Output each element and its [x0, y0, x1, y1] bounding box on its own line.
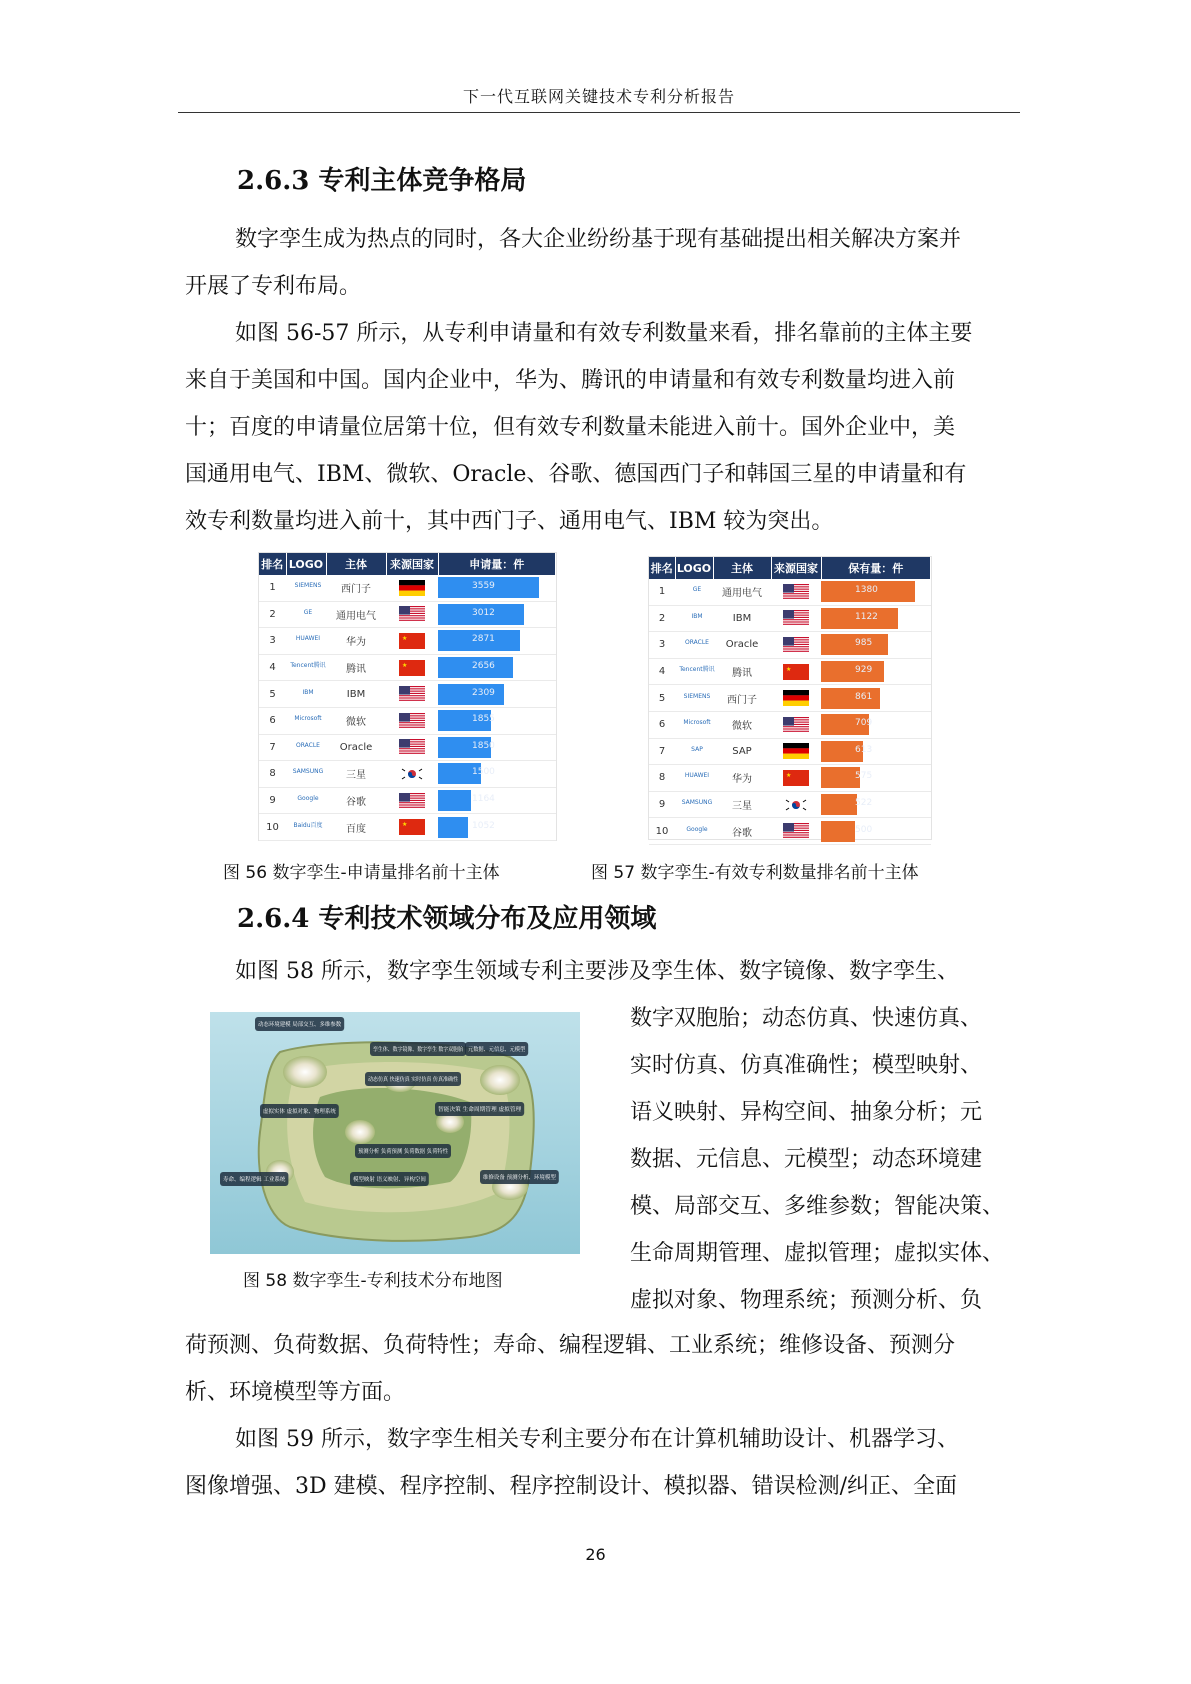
svg-text:★: ★: [402, 661, 408, 669]
peak-shape: [480, 1065, 520, 1095]
value-label: 500: [855, 824, 873, 835]
table-row: [649, 818, 931, 845]
company-logo: Google: [686, 825, 708, 833]
entity-name: 微软: [326, 707, 386, 734]
svg-text:★: ★: [402, 634, 408, 642]
value-bar: [438, 604, 524, 625]
value-bar: [438, 763, 495, 784]
country-flag: [771, 738, 821, 765]
header-rank: 排名: [259, 553, 286, 575]
logo-cell: [675, 765, 713, 792]
value-bar-cell: [821, 765, 931, 792]
de-flag-icon: [399, 580, 425, 596]
text-line: 实时仿真、仿真准确性；模型映射、: [630, 1053, 983, 1078]
company-logo: Tencent腾讯: [290, 662, 326, 670]
value-bar-cell: [438, 628, 556, 655]
logo-cell: [675, 818, 713, 845]
company-logo: SIEMENS: [294, 582, 322, 590]
value-bar-cell: [821, 579, 931, 605]
table-row: [649, 738, 931, 765]
kr-flag-icon: [783, 797, 809, 813]
value-label: 2309: [472, 687, 495, 698]
value-label: 613: [855, 744, 873, 755]
value-label: 3559: [472, 581, 495, 592]
value-bar-cell: [438, 734, 556, 761]
map-label: [260, 1104, 339, 1118]
value-bar-cell: [438, 575, 556, 601]
figure-56-ranking-table: [258, 552, 557, 841]
company-logo: SIEMENS: [683, 692, 711, 700]
paragraph-264-1-wrap: [630, 995, 1020, 1324]
country-flag: [771, 658, 821, 685]
company-logo: Baidu百度: [293, 821, 323, 829]
text-line: 析、环境模型等方面。: [185, 1380, 406, 1405]
value-label: 1855: [472, 714, 495, 725]
value-bar-cell: [821, 605, 931, 632]
rank-cell: 6: [649, 711, 675, 738]
value-bar-cell: [821, 632, 931, 659]
de-flag-icon: [783, 743, 809, 759]
value-label: 929: [855, 665, 873, 676]
rank-cell: 8: [259, 761, 286, 788]
cn-flag-icon: [399, 660, 425, 676]
value-bar: [821, 741, 873, 762]
table-row: [259, 787, 556, 814]
figure-58-map: [210, 1012, 580, 1254]
country-flag: [386, 681, 438, 708]
value-bar: [821, 714, 873, 735]
entity-name: 三星: [326, 761, 386, 788]
map-label: [255, 1017, 344, 1031]
entity-name: 三星: [713, 791, 771, 818]
value-bar: [438, 684, 504, 705]
rank-cell: 8: [649, 765, 675, 792]
value-label: 985: [855, 638, 873, 649]
company-logo: SAMSUNG: [292, 768, 324, 776]
logo-cell: [286, 628, 326, 655]
paragraph-264-1-tail: [185, 1322, 1018, 1416]
table-row: [259, 734, 556, 761]
value-bar-cell: [821, 658, 931, 685]
map-label-text: 模型映射 语义映射、异构空间: [353, 1177, 427, 1183]
logo-cell: [675, 605, 713, 632]
cn-flag-icon: [399, 819, 425, 835]
value-bar-cell: [821, 738, 931, 765]
table-row: [259, 761, 556, 788]
figure-57-caption: 图 57 数字孪生-有效专利数量排名前十主体: [591, 863, 919, 883]
value-label: 709: [855, 718, 873, 729]
map-label-text: 孪生体、数字镜像、数字孪生 数字双胞胎: [373, 1047, 474, 1053]
logo-cell: [286, 734, 326, 761]
us-flag-icon: [783, 823, 809, 839]
country-flag: [386, 761, 438, 788]
text-line: 数字双胞胎；动态仿真、快速仿真、: [630, 1006, 983, 1031]
map-label-text: 预测分析 负荷预测 负荷数据 负荷特性: [358, 1149, 452, 1155]
country-flag: [386, 575, 438, 601]
us-flag-icon: [783, 637, 809, 653]
value-label: 1380: [855, 585, 878, 596]
header-rank: 排名: [649, 557, 675, 579]
rank-cell: 3: [259, 628, 286, 655]
paragraph-263-2: [185, 310, 1018, 545]
cn-flag-icon: [399, 633, 425, 649]
logo-cell: [675, 791, 713, 818]
company-logo: GE: [303, 608, 313, 616]
text-line: 荷预测、负荷数据、负荷特性；寿命、编程逻辑、工业系统；维修设备、预测分: [185, 1333, 956, 1358]
company-logo: Microsoft: [294, 715, 322, 723]
page-number: 26: [585, 1545, 606, 1564]
text-line: 效专利数量均进入前十，其中西门子、通用电气、IBM 较为突出。: [185, 509, 834, 534]
map-label: [465, 1042, 528, 1056]
table-row: [259, 654, 556, 681]
country-flag: [771, 632, 821, 659]
map-label: [480, 1170, 559, 1184]
map-label-text: 元数据、元信息、元模型: [468, 1047, 529, 1053]
logo-cell: [675, 579, 713, 605]
map-label: [350, 1172, 429, 1186]
table-header-row: [259, 553, 556, 575]
logo-cell: [286, 575, 326, 601]
logo-cell: [675, 658, 713, 685]
entity-name: Oracle: [713, 632, 771, 659]
table-row: [259, 707, 556, 734]
entity-name: IBM: [326, 681, 386, 708]
us-flag-icon: [783, 610, 809, 626]
paragraph-264-2: [185, 1416, 1018, 1510]
country-flag: [771, 765, 821, 792]
map-label-text: 智能决策 生命周期管理 虚拟管理: [438, 1107, 519, 1113]
table-row: [649, 685, 931, 712]
company-logo: Google: [297, 795, 319, 803]
value-bar: [821, 794, 873, 815]
value-label: 1164: [472, 794, 495, 805]
company-logo: IBM: [302, 688, 314, 696]
map-label-text: 维修设备 预测分析、环境模型: [483, 1175, 557, 1181]
company-logo: Microsoft: [683, 719, 711, 727]
rank-cell: 3: [649, 632, 675, 659]
value-bar: [438, 577, 539, 598]
country-flag: [386, 707, 438, 734]
value-label: 2871: [472, 634, 495, 645]
country-flag: [386, 654, 438, 681]
text-line: 如图 56-57 所示，从专利申请量和有效专利数量来看，排名靠前的主体主要: [235, 321, 973, 346]
map-label-text: 动态仿真 快速仿真 实时仿真 仿真准确性: [368, 1077, 467, 1083]
text-line: 十；百度的申请量位居第十位，但有效专利数量未能进入前十。国外企业中，美: [185, 415, 956, 440]
header-logo: LOGO: [675, 557, 713, 579]
value-bar: [438, 737, 495, 758]
text-line: 图像增强、3D 建模、程序控制、程序控制设计、模拟器、错误检测/纠正、全面: [185, 1474, 958, 1499]
value-label: 3012: [472, 607, 495, 618]
logo-cell: [286, 601, 326, 628]
value-bar-cell: [438, 601, 556, 628]
entity-name: 华为: [713, 765, 771, 792]
entity-name: SAP: [713, 738, 771, 765]
value-bar: [821, 634, 888, 655]
text-line: 数据、元信息、元模型；动态环境建: [630, 1147, 983, 1172]
value-bar: [821, 608, 898, 629]
value-label: 861: [855, 691, 873, 702]
value-label: 1500: [472, 767, 495, 778]
svg-text:★: ★: [786, 771, 792, 779]
map-label: [365, 1072, 467, 1086]
value-bar: [821, 581, 915, 602]
table-row: [649, 711, 931, 738]
map-label: [355, 1144, 451, 1158]
company-logo: Tencent腾讯: [679, 666, 715, 674]
rank-cell: 10: [259, 814, 286, 841]
value-bar-cell: [438, 654, 556, 681]
entity-name: 西门子: [713, 685, 771, 712]
text-line: 数字孪生成为热点的同时，各大企业纷纷基于现有基础提出相关解决方案并: [235, 227, 962, 252]
entity-name: 华为: [326, 628, 386, 655]
rank-cell: 6: [259, 707, 286, 734]
paragraph-263-1: [185, 216, 1018, 310]
logo-cell: [286, 787, 326, 814]
map-label-text: 动态环境建模 局部交互、多维参数: [258, 1022, 343, 1028]
value-bar-cell: [821, 818, 931, 845]
rank-cell: 9: [259, 787, 286, 814]
company-logo: ORACLE: [296, 741, 320, 749]
rank-cell: 5: [649, 685, 675, 712]
table-row: [259, 814, 556, 841]
text-line: 虚拟对象、物理系统；预测分析、负: [630, 1288, 983, 1313]
country-flag: [771, 791, 821, 818]
country-flag: [386, 601, 438, 628]
value-label: 575: [855, 771, 873, 782]
us-flag-icon: [399, 606, 425, 622]
table-row: [649, 605, 931, 632]
value-bar: [438, 710, 495, 731]
logo-cell: [675, 711, 713, 738]
table-row: [259, 575, 556, 601]
value-label: 1052: [472, 820, 495, 831]
map-label: [435, 1102, 524, 1116]
company-logo: SAMSUNG: [681, 799, 713, 807]
company-logo: ORACLE: [685, 639, 709, 647]
svg-text:★: ★: [786, 665, 792, 673]
paragraph-264-1-top: [185, 948, 1018, 995]
rank-cell: 2: [259, 601, 286, 628]
country-flag: [771, 605, 821, 632]
us-flag-icon: [399, 739, 425, 755]
value-label: 1850: [472, 740, 495, 751]
rank-cell: 4: [649, 658, 675, 685]
peak-shape: [283, 1056, 327, 1088]
text-line: 开展了专利布局。: [185, 274, 362, 299]
cn-flag-icon: [783, 664, 809, 680]
value-bar-cell: [438, 681, 556, 708]
table-row: [649, 791, 931, 818]
peak-shape: [345, 1120, 375, 1144]
header-rule: [178, 112, 1020, 113]
logo-cell: [675, 738, 713, 765]
section-heading-263: 2.6.3 专利主体竞争格局: [237, 166, 527, 196]
section-heading-264: 2.6.4 专利技术领域分布及应用领域: [237, 904, 657, 934]
rank-cell: 4: [259, 654, 286, 681]
logo-cell: [675, 685, 713, 712]
us-flag-icon: [783, 717, 809, 733]
entity-name: 谷歌: [326, 787, 386, 814]
value-bar: [821, 821, 873, 842]
text-line: 来自于美国和中国。国内企业中，华为、腾讯的申请量和有效专利数量均进入前: [185, 368, 956, 393]
table-row: [259, 681, 556, 708]
company-logo: HUAWEI: [684, 772, 710, 780]
country-flag: [771, 579, 821, 605]
us-flag-icon: [399, 686, 425, 702]
country-flag: [386, 787, 438, 814]
figure-58-caption: 图 58 数字孪生-专利技术分布地图: [243, 1271, 503, 1291]
us-flag-icon: [783, 584, 809, 600]
rank-cell: 5: [259, 681, 286, 708]
rank-cell: 9: [649, 791, 675, 818]
entity-name: 谷歌: [713, 818, 771, 845]
text-line: 如图 58 所示，数字孪生领域专利主要涉及孪生体、数字镜像、数字孪生、: [235, 959, 959, 984]
value-label: 1122: [855, 611, 878, 622]
map-label-text: 寿命、编程逻辑 工业系统: [223, 1177, 286, 1183]
logo-cell: [286, 707, 326, 734]
entity-name: 通用电气: [713, 579, 771, 605]
header-entity: 主体: [713, 557, 771, 579]
value-bar: [821, 661, 884, 682]
figure-56-caption: 图 56 数字孪生-申请量排名前十主体: [223, 863, 500, 883]
rank-cell: 2: [649, 605, 675, 632]
value-bar: [821, 767, 873, 788]
text-line: 模、局部交互、多维参数；智能决策、: [630, 1194, 1005, 1219]
country-flag: [386, 814, 438, 841]
country-flag: [386, 628, 438, 655]
patent-landscape-map: [210, 1012, 580, 1254]
entity-name: 腾讯: [326, 654, 386, 681]
logo-cell: [286, 814, 326, 841]
value-bar: [438, 790, 495, 811]
map-label: [370, 1042, 474, 1056]
running-header: 下一代互联网关键技术专利分析报告: [462, 87, 735, 106]
company-logo: IBM: [691, 612, 703, 620]
value-bar: [438, 630, 520, 651]
country-flag: [386, 734, 438, 761]
entity-name: 微软: [713, 711, 771, 738]
logo-cell: [286, 654, 326, 681]
text-line: 语义映射、异构空间、抽象分析；元: [630, 1100, 983, 1125]
value-label: 522: [855, 798, 873, 809]
kr-flag-icon: [399, 766, 425, 782]
text-line: 如图 59 所示，数字孪生相关专利主要分布在计算机辅助设计、机器学习、: [235, 1427, 959, 1452]
value-bar: [438, 817, 495, 838]
value-bar-cell: [438, 787, 556, 814]
country-flag: [771, 685, 821, 712]
value-bar-cell: [438, 707, 556, 734]
header-value: 保有量：件: [821, 557, 931, 579]
header-country: 来源国家: [386, 553, 438, 575]
country-flag: [771, 818, 821, 845]
company-logo: GE: [692, 586, 702, 594]
svg-text:★: ★: [402, 821, 408, 829]
entity-name: IBM: [713, 605, 771, 632]
us-flag-icon: [399, 713, 425, 729]
entity-name: Oracle: [326, 734, 386, 761]
text-line: 生命周期管理、虚拟管理；虚拟实体、: [630, 1241, 1005, 1266]
header-country: 来源国家: [771, 557, 821, 579]
entity-name: 百度: [326, 814, 386, 841]
entity-name: 西门子: [326, 575, 386, 601]
cn-flag-icon: [783, 770, 809, 786]
map-label: [220, 1172, 288, 1186]
table-row: [649, 632, 931, 659]
rank-cell: 10: [649, 818, 675, 845]
value-bar-cell: [821, 685, 931, 712]
rank-cell: 1: [649, 579, 675, 605]
company-logo: HUAWEI: [295, 635, 321, 643]
value-bar-cell: [821, 711, 931, 738]
country-flag: [771, 711, 821, 738]
logo-cell: [675, 632, 713, 659]
table-header-row: [649, 557, 931, 579]
value-bar-cell: [821, 791, 931, 818]
entity-name: 腾讯: [713, 658, 771, 685]
value-bar-cell: [438, 761, 556, 788]
header-logo: LOGO: [286, 553, 326, 575]
value-bar: [438, 657, 513, 678]
header-entity: 主体: [326, 553, 386, 575]
value-bar-cell: [438, 814, 556, 841]
table-row: [259, 601, 556, 628]
rank-cell: 7: [259, 734, 286, 761]
map-label-text: 虚拟实体 虚拟对象、物理系统: [263, 1109, 337, 1115]
header-value: 申请量：件: [438, 553, 556, 575]
entity-name: 通用电气: [326, 601, 386, 628]
logo-cell: [286, 761, 326, 788]
company-logo: SAP: [691, 745, 703, 753]
us-flag-icon: [399, 793, 425, 809]
table-row: [649, 579, 931, 605]
value-label: 2656: [472, 661, 495, 672]
rank-cell: 1: [259, 575, 286, 601]
logo-cell: [286, 681, 326, 708]
de-flag-icon: [783, 690, 809, 706]
value-bar: [821, 688, 880, 709]
table-row: [259, 628, 556, 655]
text-line: 国通用电气、IBM、微软、Oracle、谷歌、德国西门子和韩国三星的申请量和有: [185, 462, 967, 487]
rank-cell: 7: [649, 738, 675, 765]
figure-57-ranking-table: [648, 556, 932, 840]
table-row: [649, 765, 931, 792]
table-row: [649, 658, 931, 685]
